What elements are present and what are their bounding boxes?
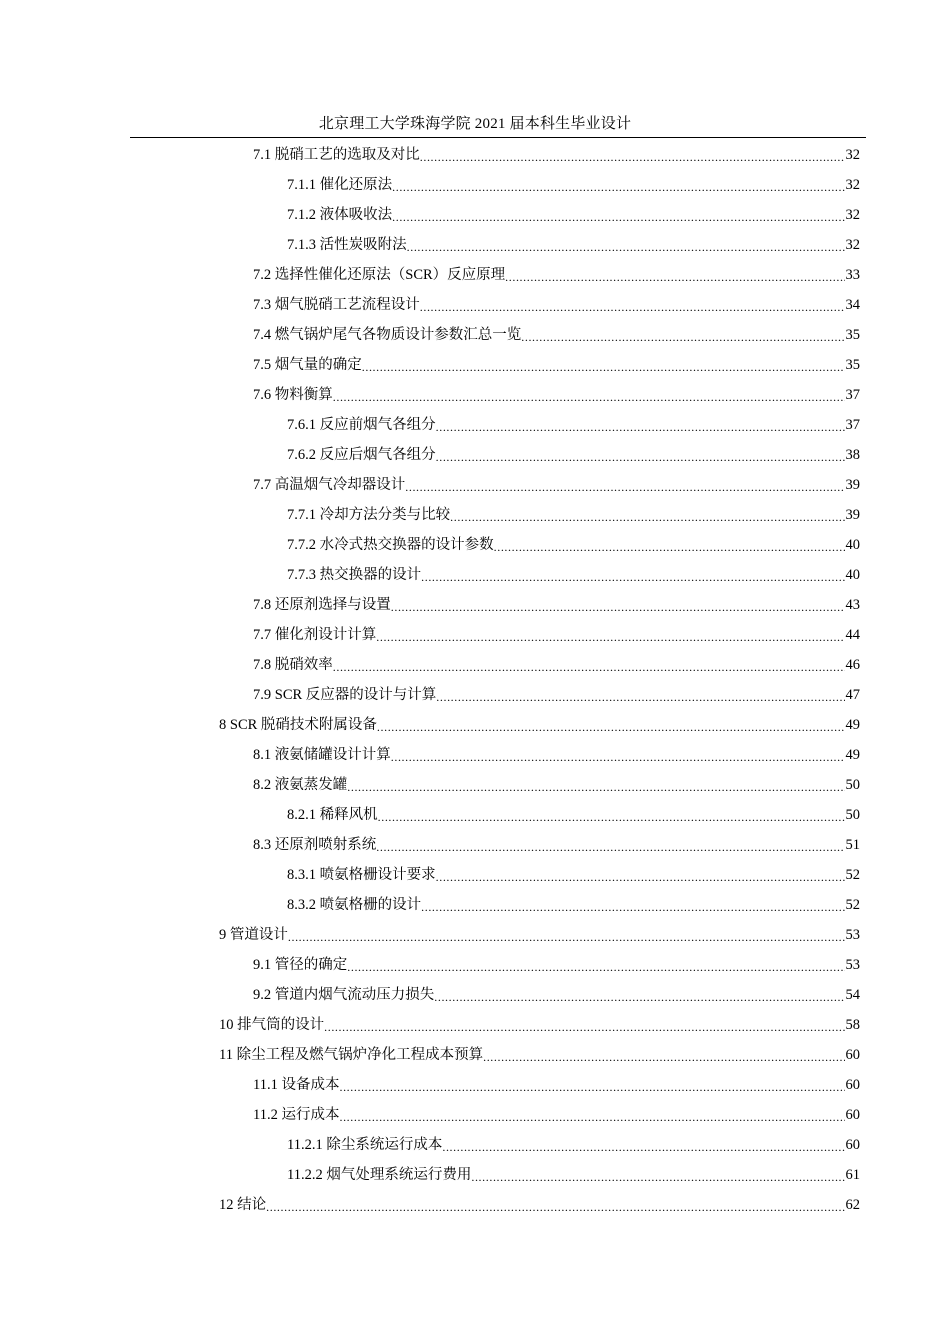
toc-entry-page-number: 61 [845, 1167, 860, 1183]
toc-entry-page-number: 37 [845, 417, 860, 433]
toc-dot-leader [436, 445, 845, 465]
toc-entry-title: 8.3 还原剂喷射系统 [253, 837, 377, 853]
toc-entry-page-number: 32 [845, 177, 860, 193]
toc-dot-leader [420, 145, 845, 165]
toc-dot-leader [421, 565, 844, 585]
toc-entry[interactable] [287, 1131, 860, 1155]
toc-entry-page-number: 49 [845, 747, 860, 763]
toc-dot-leader [421, 895, 844, 915]
toc-dot-leader [471, 1165, 844, 1185]
toc-dot-leader [376, 835, 844, 855]
toc-entry-page-number: 33 [845, 267, 860, 283]
toc-entry-title: 7.7 高温烟气冷却器设计 [253, 477, 406, 493]
toc-dot-leader [377, 715, 845, 735]
toc-entry[interactable] [219, 1041, 860, 1065]
toc-entry-title: 7.4 燃气锅炉尾气各物质设计参数汇总一览 [253, 327, 522, 343]
toc-entry[interactable] [253, 681, 860, 705]
toc-entry-page-number: 50 [845, 777, 860, 793]
toc-entry-page-number: 60 [845, 1077, 860, 1093]
toc-entry-page-number: 37 [845, 387, 860, 403]
toc-entry-title: 7.2 选择性催化还原法（SCR）反应原理 [253, 267, 506, 283]
toc-entry-title: 11.2 运行成本 [253, 1107, 340, 1123]
toc-entry[interactable] [219, 1191, 860, 1215]
toc-entry[interactable] [253, 291, 860, 315]
toc-entry[interactable] [253, 261, 860, 285]
toc-entry[interactable] [219, 1011, 860, 1035]
toc-dot-leader [407, 235, 845, 255]
toc-dot-leader [376, 625, 844, 645]
toc-entry-title: 7.7.1 冷却方法分类与比较 [287, 507, 451, 523]
toc-entry[interactable] [287, 171, 860, 195]
toc-entry-page-number: 34 [845, 297, 860, 313]
toc-entry-page-number: 40 [845, 537, 860, 553]
toc-entry-title: 7.7.2 水冷式热交换器的设计参数 [287, 537, 494, 553]
toc-dot-leader [324, 1015, 844, 1035]
toc-dot-leader [436, 415, 845, 435]
toc-entry-page-number: 44 [845, 627, 860, 643]
toc-dot-leader [339, 1105, 844, 1125]
toc-entry[interactable] [253, 771, 860, 795]
toc-entry-title: 11.2.2 烟气处理系统运行费用 [287, 1167, 472, 1183]
toc-entry-page-number: 46 [845, 657, 860, 673]
toc-entry[interactable] [287, 441, 860, 465]
toc-entry-page-number: 53 [845, 957, 860, 973]
toc-entry[interactable] [253, 471, 860, 495]
toc-dot-leader [483, 1045, 844, 1065]
toc-entry-page-number: 32 [845, 237, 860, 253]
toc-entry[interactable] [287, 201, 860, 225]
toc-entry[interactable] [253, 381, 860, 405]
toc-entry-page-number: 51 [845, 837, 860, 853]
toc-entry[interactable] [253, 741, 860, 765]
toc-entry[interactable] [253, 831, 860, 855]
toc-entry-title: 8.2 液氨蒸发罐 [253, 777, 348, 793]
toc-entry[interactable] [253, 321, 860, 345]
toc-dot-leader [442, 1135, 844, 1155]
toc-entry-page-number: 60 [845, 1137, 860, 1153]
toc-entry-page-number: 52 [845, 867, 860, 883]
toc-entry-title: 8.3.1 喷氨格栅设计要求 [287, 867, 436, 883]
toc-dot-leader [288, 925, 845, 945]
toc-entry-title: 7.1 脱硝工艺的选取及对比 [253, 147, 420, 163]
toc-entry-page-number: 50 [845, 807, 860, 823]
toc-entry[interactable] [253, 951, 860, 975]
toc-entry-page-number: 47 [845, 687, 860, 703]
toc-dot-leader [378, 805, 845, 825]
toc-entry-title: 7.5 烟气量的确定 [253, 357, 362, 373]
toc-dot-leader [494, 535, 845, 555]
toc-entry[interactable] [219, 711, 860, 735]
toc-entry-page-number: 38 [845, 447, 860, 463]
toc-entry[interactable] [287, 891, 860, 915]
toc-dot-leader [266, 1195, 844, 1215]
toc-entry[interactable] [253, 141, 860, 165]
running-header: 北京理工大学珠海学院 2021 届本科生毕业设计 [318, 116, 632, 132]
toc-entry[interactable] [287, 861, 860, 885]
toc-dot-leader [333, 385, 845, 405]
toc-entry[interactable] [287, 231, 860, 255]
toc-entry-title: 7.1.1 催化还原法 [287, 177, 393, 193]
toc-dot-leader [391, 745, 845, 765]
toc-entry-title: 7.6.1 反应前烟气各组分 [287, 417, 436, 433]
toc-entry-title: 8 SCR 脱硝技术附属设备 [219, 717, 377, 733]
toc-dot-leader [436, 685, 844, 705]
toc-entry[interactable] [287, 411, 860, 435]
toc-entry-page-number: 32 [845, 147, 860, 163]
toc-entry-page-number: 52 [845, 897, 860, 913]
toc-dot-leader [392, 205, 844, 225]
toc-entry-title: 7.1.2 液体吸收法 [287, 207, 393, 223]
toc-dot-leader [405, 475, 844, 495]
toc-entry-title: 7.6 物料衡算 [253, 387, 333, 403]
header-rule [130, 137, 866, 138]
toc-entry-page-number: 58 [845, 1017, 860, 1033]
toc-entry-title: 8.1 液氨储罐设计计算 [253, 747, 391, 763]
toc-dot-leader [392, 175, 844, 195]
toc-dot-leader [391, 595, 845, 615]
toc-entry-title: 11.2.1 除尘系统运行成本 [287, 1137, 443, 1153]
toc-entry-title: 7.3 烟气脱硝工艺流程设计 [253, 297, 420, 313]
toc-entry-page-number: 60 [845, 1107, 860, 1123]
toc-entry-title: 9 管道设计 [219, 927, 288, 943]
toc-dot-leader [420, 295, 845, 315]
toc-entry-title: 12 结论 [219, 1197, 267, 1213]
toc-entry-page-number: 40 [845, 567, 860, 583]
toc-entry[interactable] [253, 1071, 860, 1095]
toc-entry-title: 7.7 催化剂设计计算 [253, 627, 377, 643]
toc-entry-page-number: 53 [845, 927, 860, 943]
toc-entry-page-number: 35 [845, 327, 860, 343]
toc-entry-title: 9.2 管道内烟气流动压力损失 [253, 987, 435, 1003]
toc-dot-leader [505, 265, 844, 285]
toc-entry-page-number: 39 [845, 507, 860, 523]
toc-entry[interactable] [219, 921, 860, 945]
toc-entry[interactable] [287, 561, 860, 585]
toc-entry-page-number: 43 [845, 597, 860, 613]
toc-entry-title: 7.8 还原剂选择与设置 [253, 597, 391, 613]
toc-entry-title: 7.7.3 热交换器的设计 [287, 567, 422, 583]
toc-entry-page-number: 39 [845, 477, 860, 493]
toc-entry-title: 11.1 设备成本 [253, 1077, 340, 1093]
toc-dot-leader [521, 325, 844, 345]
toc-dot-leader [333, 655, 845, 675]
toc-entry-page-number: 35 [845, 357, 860, 373]
toc-entry[interactable] [253, 1101, 860, 1125]
toc-entry[interactable] [253, 981, 860, 1005]
toc-dot-leader [347, 955, 844, 975]
toc-entry-page-number: 49 [845, 717, 860, 733]
toc-entry-title: 7.9 SCR 反应器的设计与计算 [253, 687, 437, 703]
toc-dot-leader [434, 985, 844, 1005]
toc-entry[interactable] [253, 651, 860, 675]
toc-entry-title: 8.3.2 喷氨格栅的设计 [287, 897, 422, 913]
toc-entry-page-number: 54 [845, 987, 860, 1003]
toc-dot-leader [347, 775, 844, 795]
toc-dot-leader [450, 505, 844, 525]
toc-entry-page-number: 60 [845, 1047, 860, 1063]
toc-entry[interactable] [287, 501, 860, 525]
toc-entry[interactable] [253, 591, 860, 615]
toc-entry-page-number: 32 [845, 207, 860, 223]
toc-entry-title: 8.2.1 稀释风机 [287, 807, 378, 823]
toc-entry[interactable] [253, 351, 860, 375]
toc-entry-page-number: 62 [845, 1197, 860, 1213]
toc-entry-title: 7.6.2 反应后烟气各组分 [287, 447, 436, 463]
toc-entry-title: 10 排气筒的设计 [219, 1017, 325, 1033]
toc-entry[interactable] [253, 621, 860, 645]
toc-dot-leader [362, 355, 845, 375]
toc-entry-title: 7.1.3 活性炭吸附法 [287, 237, 407, 253]
toc-entry-title: 7.8 脱硝效率 [253, 657, 333, 673]
toc-entry[interactable] [287, 531, 860, 555]
toc-entry[interactable] [287, 1161, 860, 1185]
toc-dot-leader [339, 1075, 844, 1095]
toc-entry[interactable] [287, 801, 860, 825]
toc-entry-title: 11 除尘工程及燃气锅炉净化工程成本预算 [219, 1047, 484, 1063]
toc-entry-title: 9.1 管径的确定 [253, 957, 348, 973]
toc-dot-leader [436, 865, 845, 885]
